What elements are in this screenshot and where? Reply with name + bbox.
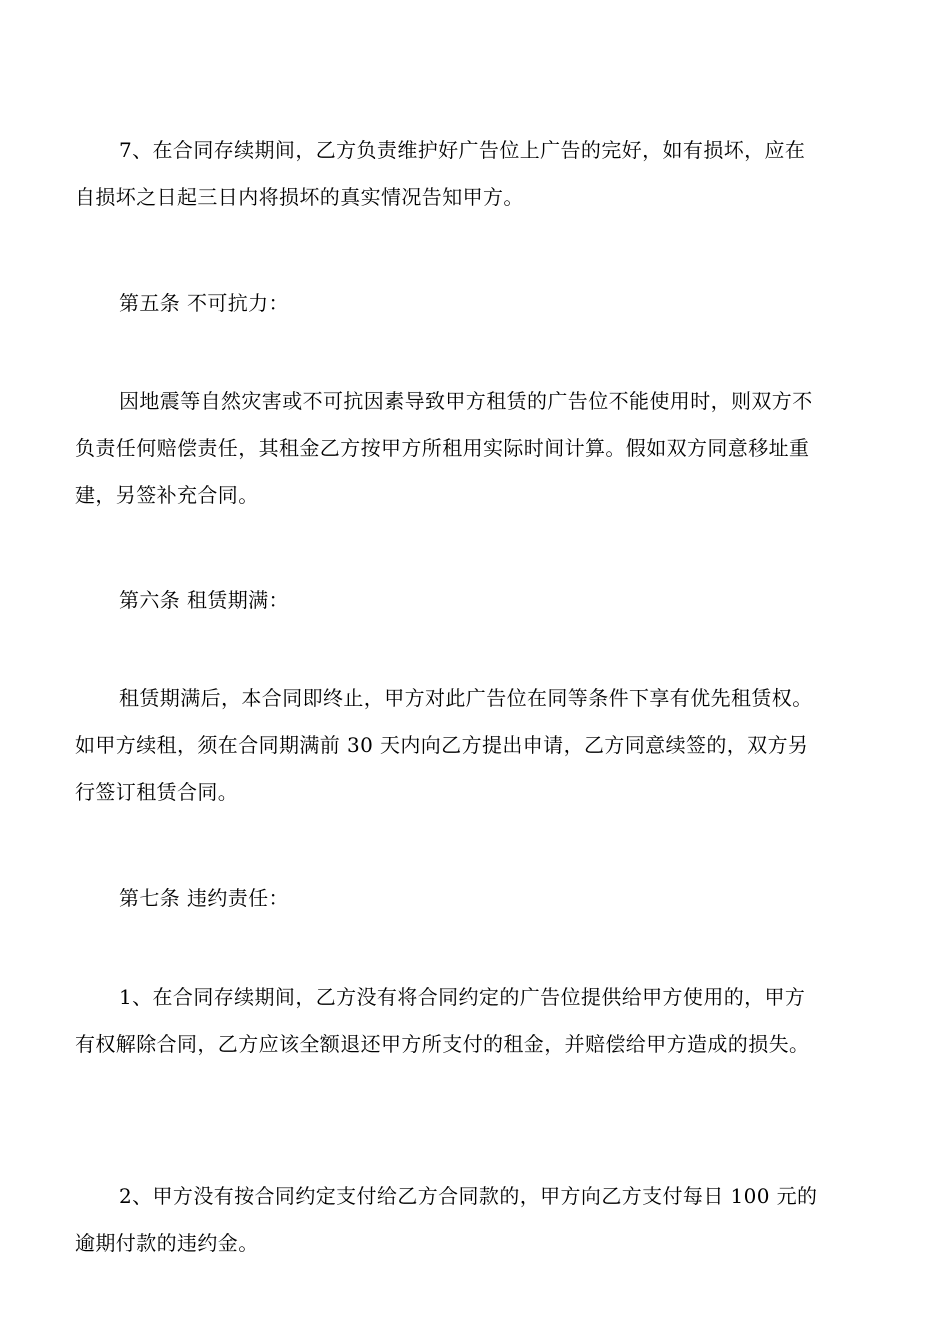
text-line: 租赁期满后，本合同即终止，甲方对此广告位在同等条件下享有优先租赁权。 — [119, 686, 813, 710]
article-5-heading: 第五条 不可抗力： — [119, 291, 289, 315]
article-6-heading: 第六条 租赁期满： — [119, 588, 289, 612]
text-line: 7、在合同存续期间，乙方负责维护好广告位上广告的完好，如有损坏，应在 — [119, 138, 806, 162]
article-7-item-1 — [75, 974, 881, 1068]
article-5-body — [75, 378, 881, 519]
text-line: 2、甲方没有按合同约定支付给乙方合同款的，甲方向乙方支付每日 100 元的 — [119, 1184, 818, 1208]
text-line: 自损坏之日起三日内将损坏的真实情况告知甲方。 — [75, 185, 524, 209]
text-line: 行签订租赁合同。 — [75, 780, 239, 804]
text-line: 如甲方续租，须在合同期满前 30 天内向乙方提出申请，乙方同意续签的，双方另 — [75, 733, 809, 757]
text-line: 逾期付款的违约金。 — [75, 1231, 259, 1255]
article-7-item-2 — [75, 1173, 881, 1267]
clause-4-item-7 — [75, 127, 881, 221]
text-line: 因地震等自然灾害或不可抗因素导致甲方租赁的广告位不能使用时，则双方不 — [119, 389, 813, 413]
article-7-heading: 第七条 违约责任： — [119, 886, 289, 910]
article-6-body — [75, 675, 881, 816]
text-line: 1、在合同存续期间，乙方没有将合同约定的广告位提供给甲方使用的，甲方 — [119, 985, 806, 1009]
text-line: 负责任何赔偿责任，其租金乙方按甲方所租用实际时间计算。假如双方同意移址重 — [75, 436, 810, 460]
text-line: 有权解除合同，乙方应该全额退还甲方所支付的租金，并赔偿给甲方造成的损失。 — [75, 1032, 810, 1056]
text-line: 建，另签补充合同。 — [75, 483, 259, 507]
